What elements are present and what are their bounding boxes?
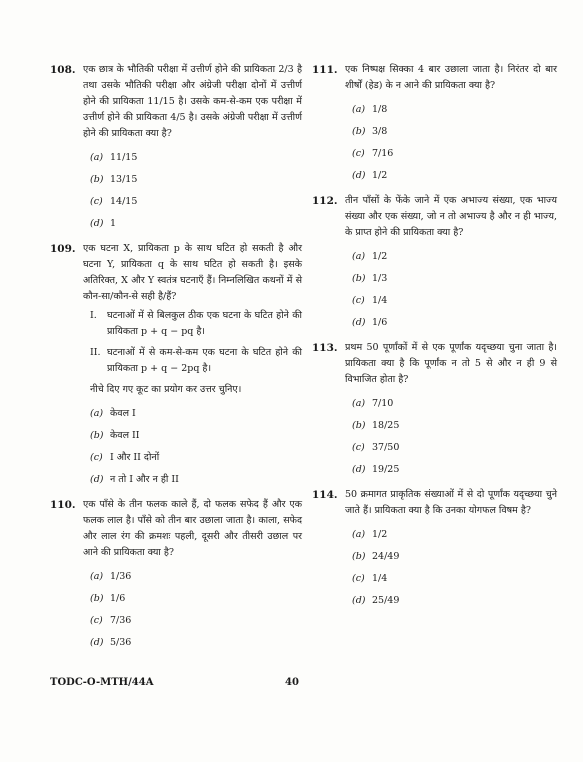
option-text: 5/36 (110, 637, 132, 648)
option-d (90, 213, 302, 235)
option-label: (d) (90, 637, 104, 648)
option-a (352, 99, 557, 121)
option-b (352, 546, 557, 568)
option-b (90, 588, 302, 610)
option-text: 18/25 (372, 420, 400, 431)
option-text: 37/50 (372, 442, 400, 453)
option-label: (d) (352, 170, 366, 181)
options-list (352, 99, 557, 187)
option-text: 1/2 (372, 529, 388, 540)
option-c (90, 610, 302, 632)
option-c (352, 290, 557, 312)
question-number: 114. (312, 489, 338, 501)
question-114 (312, 487, 557, 612)
option-label: (c) (352, 573, 365, 584)
statement-2 (90, 345, 302, 377)
option-text: 1/3 (372, 273, 388, 284)
option-label: (d) (90, 474, 104, 485)
statement-1 (90, 308, 302, 340)
option-label: (a) (90, 408, 104, 419)
option-text: 11/15 (110, 152, 138, 163)
question-111 (312, 62, 557, 187)
statement-label: I. (90, 310, 97, 321)
option-text: केवल II (110, 430, 140, 441)
option-d (352, 590, 557, 612)
option-label: (a) (90, 152, 104, 163)
statements-list (90, 308, 302, 377)
option-c (90, 447, 302, 469)
option-label: (a) (90, 571, 104, 582)
question-number: 109. (50, 243, 76, 255)
option-c (90, 191, 302, 213)
question-109 (50, 241, 302, 491)
option-text: 1/8 (372, 104, 388, 115)
options-list (352, 524, 557, 612)
question-number: 113. (312, 342, 338, 354)
option-label: (c) (90, 452, 103, 463)
option-a (90, 147, 302, 169)
option-text: केवल I (110, 408, 136, 419)
option-text: 14/15 (110, 196, 138, 207)
option-label: (a) (352, 104, 366, 115)
option-b (90, 169, 302, 191)
option-label: (c) (90, 615, 103, 626)
option-text: 1/6 (110, 593, 126, 604)
option-label: (c) (90, 196, 103, 207)
option-b (352, 415, 557, 437)
options-list (90, 147, 302, 235)
option-b (90, 425, 302, 447)
option-label: (a) (352, 529, 366, 540)
options-list (352, 246, 557, 334)
option-text: 3/8 (372, 126, 388, 137)
option-text: 1/6 (372, 317, 388, 328)
option-label: (c) (352, 295, 365, 306)
option-c (352, 437, 557, 459)
option-text: 25/49 (372, 595, 400, 606)
option-d (90, 469, 302, 491)
option-label: (b) (352, 273, 366, 284)
option-label: (b) (90, 593, 104, 604)
question-text: एक घटना X, प्रायिकता p के साथ घटित हो सकती है और घटना Y, प्रायिकता q के साथ घटित हो सकती है। इसके अतिरिक्त, X और Y स्वतंत्र घटनाएँ हैं। निम्नलिखित कथनों में से कौन-सा/कौन-से सही है/हैं? (83, 243, 302, 302)
option-text: 1/2 (372, 170, 388, 181)
option-text: I और II दोनों (110, 452, 160, 463)
question-number: 112. (312, 195, 338, 207)
question-text: 50 क्रमागत प्राकृतिक संख्याओं में से दो पूर्णांक यदृच्छया चुने जाते हैं। प्रायिकता क्या है कि उनका योगफल विषम है? (345, 489, 557, 516)
option-c (352, 143, 557, 165)
question-text: प्रथम 50 पूर्णांकों में से एक पूर्णांक यदृच्छया चुना जाता है। प्रायिकता क्या है कि पूर्णांक न तो 5 से और न ही 9 से विभाजित होता है? (345, 342, 557, 385)
booklet-code: TODC-O-MTH/44A (50, 677, 154, 688)
question-text: तीन पाँसों के फेंके जाने में एक अभाज्य संख्या, एक भाज्य संख्या और एक संख्या, जो न तो अभाज्य है और न ही भाज्य, के प्राप्त होने की प्रायिकता क्या है? (345, 195, 557, 238)
option-b (352, 121, 557, 143)
question-112 (312, 193, 557, 334)
question-108 (50, 62, 302, 235)
option-a (352, 393, 557, 415)
option-text: 19/25 (372, 464, 400, 475)
option-text: 7/10 (372, 398, 394, 409)
question-number: 111. (312, 64, 338, 76)
option-label: (b) (352, 551, 366, 562)
right-column (312, 62, 557, 618)
question-text: एक निष्पक्ष सिक्का 4 बार उछाला जाता है। निरंतर दो बार शीर्षों (हेड) के न आने की प्रायिकता क्या है? (345, 64, 557, 91)
option-label: (d) (352, 464, 366, 475)
option-label: (b) (352, 126, 366, 137)
option-text: 7/16 (372, 148, 394, 159)
code-instruction: नीचे दिए गए कूट का प्रयोग कर उत्तर चुनिए। (90, 384, 242, 395)
option-label: (a) (352, 251, 366, 262)
page-number: 40 (285, 677, 299, 688)
option-a (90, 566, 302, 588)
statement-label: II. (90, 347, 101, 358)
option-text: 1/2 (372, 251, 388, 262)
option-label: (b) (90, 430, 104, 441)
option-label: (c) (352, 148, 365, 159)
option-b (352, 268, 557, 290)
option-label: (b) (352, 420, 366, 431)
statement-text: घटनाओं में से कम-से-कम एक घटना के घटित होने की प्रायिकता p + q − 2pq है। (107, 347, 302, 374)
question-number: 108. (50, 64, 76, 76)
statement-text: घटनाओं में से बिलकुल ठीक एक घटना के घटित होने की प्रायिकता p + q − pq है। (107, 310, 302, 337)
option-a (90, 403, 302, 425)
option-c (352, 568, 557, 590)
option-text: 1/4 (372, 295, 388, 306)
option-text: 1/4 (372, 573, 388, 584)
option-d (90, 632, 302, 654)
question-text: एक छात्र के भौतिकी परीक्षा में उत्तीर्ण होने की प्रायिकता 2/3 है तथा उसके भौतिकी परीक्षा और अंग्रेजी परीक्षा दोनों में उत्तीर्ण होने की प्रायिकता 11/15 है। उसके कम-से-कम एक परीक्षा में उत्तीर्ण होने की प्रायिकता 4/5 है। उसके अंग्रेजी परीक्षा में उत्तीर्ण होने की प्रायिकता क्या है? (83, 64, 302, 139)
option-label: (d) (90, 218, 104, 229)
left-column (50, 62, 302, 660)
option-text: 1/36 (110, 571, 132, 582)
option-text: 7/36 (110, 615, 132, 626)
option-d (352, 165, 557, 187)
option-text: 1 (110, 218, 117, 229)
option-label: (b) (90, 174, 104, 185)
option-a (352, 246, 557, 268)
option-d (352, 312, 557, 334)
option-text: 13/15 (110, 174, 138, 185)
question-110 (50, 497, 302, 654)
option-label: (c) (352, 442, 365, 453)
options-list (352, 393, 557, 481)
option-label: (d) (352, 595, 366, 606)
options-list (90, 566, 302, 654)
question-text: एक पाँसे के तीन फलक काले हैं, दो फलक सफेद हैं और एक फलक लाल है। पाँसे को तीन बार उछाला जाता है। काला, सफेद और लाल रंग की क्रमशः पहली, दूसरी और तीसरी उछाल पर आने की प्रायिकता क्या है? (83, 499, 302, 558)
option-text: 24/49 (372, 551, 400, 562)
question-113 (312, 340, 557, 481)
option-label: (a) (352, 398, 366, 409)
option-d (352, 459, 557, 481)
option-text: न तो I और न ही II (110, 474, 179, 485)
option-a (352, 524, 557, 546)
question-number: 110. (50, 499, 76, 511)
options-list (90, 403, 302, 491)
option-label: (d) (352, 317, 366, 328)
